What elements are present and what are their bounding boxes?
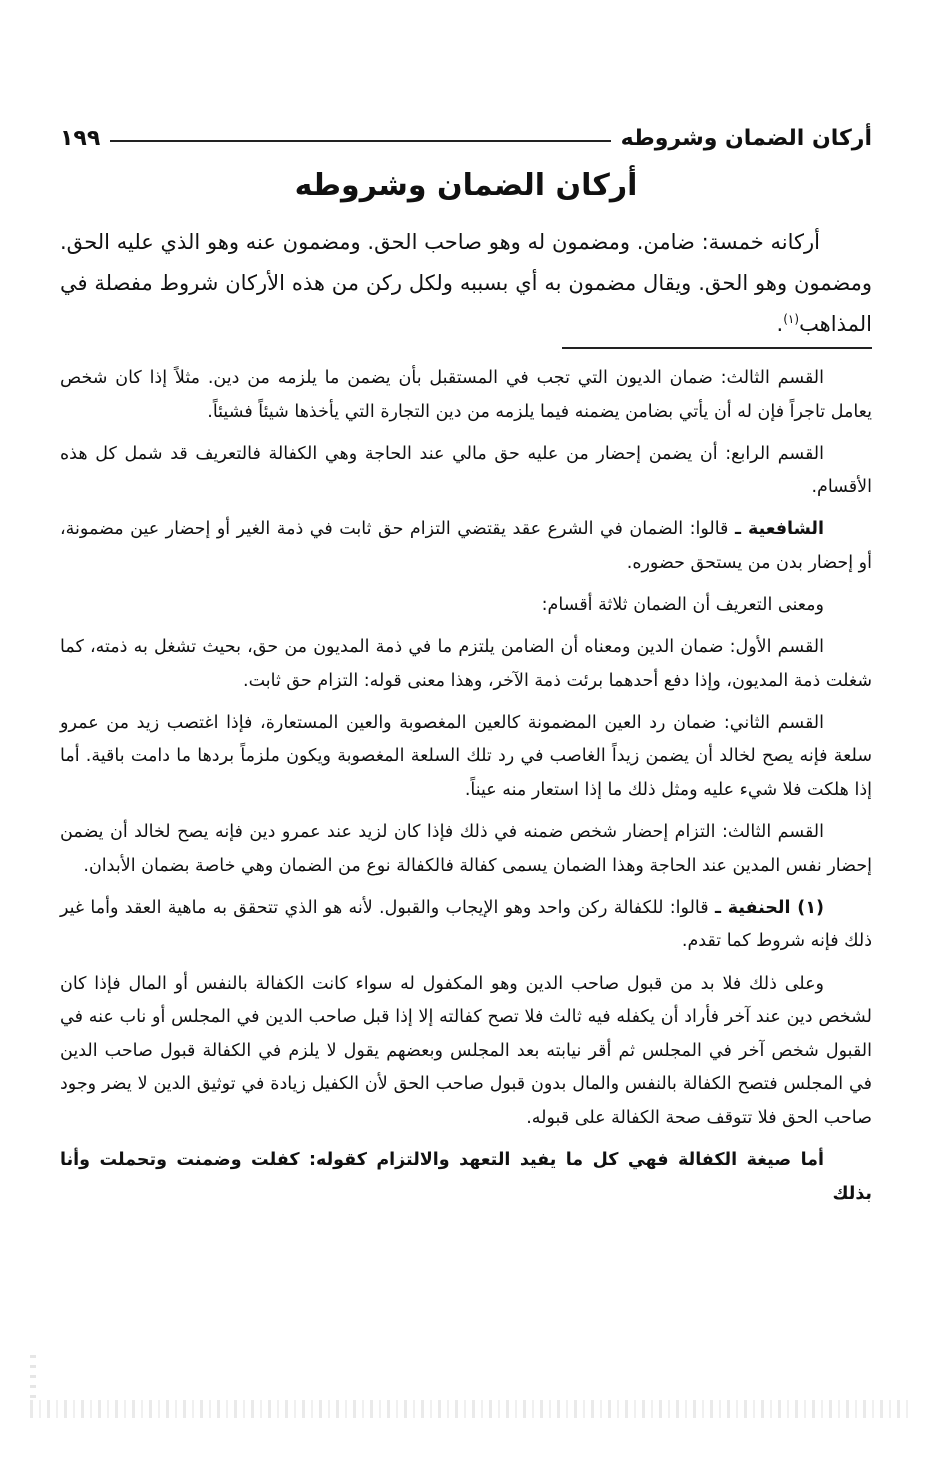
intro-text: أركانه خمسة: ضامن. ومضمون له وهو صاحب الحق. ومضمون عنه وهو الذي عليه الحق. ومضمون وهو الحق. ويقال مضمون به أي بسببه ولكل ركن من هذه الأركان شروط مفصلة في المذاهب <box>60 230 872 336</box>
footnote-paragraph: القسم الثاني: ضمان رد العين المضمونة كالعين المغصوبة والعين المستعارة، فإذا اغتصب زيد من عمرو سلعة فإنه يصح لخالد أن يضمن زيداً الغاصب في رد تلك السلعة المغصوبة ويكون ملزماً بردها ما دامت باقية. أما إذا هلكت فلا شيء عليه ومثل ذلك ما إذا استعار منه عيناً. <box>60 712 872 801</box>
footnote-divider <box>562 347 872 349</box>
footnote-paragraph: القسم الأول: ضمان الدين ومعناه أن الضامن يلتزم ما في ذمة المديون من حق، بحيث تشغل به ذمته، كما شغلت ذمة المديون، وإذا دفع أحدهما برئت ذمة الآخر، وهذا معنى قوله: التزام حق ثابت. <box>60 637 872 691</box>
running-header <box>60 118 872 158</box>
footnote-paragraph: (١) الحنفية ـ قالوا: للكفالة ركن واحد وهو الإيجاب والقبول. لأنه هو الذي تتحقق به ماهية العقد وأما غير ذلك فإنه شروط كما تقدم. <box>60 897 872 952</box>
section-title: أركان الضمان وشروطه <box>294 168 638 203</box>
footnote-paragraph: وعلى ذلك فلا بد من قبول صاحب الدين وهو المكفول له سواء كانت الكفالة بالنفس أو المال فإذا كان لشخص دين عند آخر فأراد أن يكفله فيه ثالث فلا تصح كفالته إلا إذا قبل صاحب الدين في المجلس أو ناب عنه في القبول شخص آخر في المجلس ثم أقر نيابته بعد المجلس وبعضهم يقول لا يلزم في الكفالة قبول صاحب الدين في المجلس فتصح الكفالة بالنفس والمال بدون قبول صاحب الحق لأن الكفيل زيادة في توثيق الدين لا يضر وجود صاحب الحق فلا تتوقف صحة الكفالة على قبوله. <box>60 973 872 1128</box>
scan-artifact <box>30 1400 910 1418</box>
footnote-paragraph: ومعنى التعريف أن الضمان ثلاثة أقسام: <box>541 595 824 616</box>
intro-end: . <box>776 312 784 336</box>
footnotes <box>60 362 872 1220</box>
footnote-paragraph: القسم الرابع: أن يضمن إحضار من عليه حق مالي عند الحاجة وهي الكفالة فالتعريف قد شمل كل هذه الأقسام. <box>60 443 872 498</box>
footnote-paragraph: أما صيغة الكفالة فهي كل ما يفيد التعهد والالتزام كقوله: كفلت وضمنت وتحملت وأنا بذلك <box>60 1149 872 1204</box>
footnote-paragraph: الشافعية ـ قالوا: الضمان في الشرع عقد يقتضي التزام حق ثابت في ذمة الغير أو إحضار عين مضمونة، أو إحضار بدن من يستحق حضوره. <box>60 519 872 573</box>
footnote-paragraph: القسم الثالث: ضمان الديون التي تجب في المستقبل بأن يضمن ما يلزمه من دين. مثلاً إذا كان شخص يعامل تاجراً فإن له أن يأتي بضامن يضمنه فيما يلزمه من دين التجارة التي يأخذها شيئاً فشيئاً. <box>60 368 872 422</box>
header-rule <box>110 140 610 142</box>
page-number: ١٩٩ <box>60 125 101 151</box>
running-title: أركان الضمان وشروطه <box>620 125 872 151</box>
footnote-paragraph: القسم الثالث: التزام إحضار شخص ضمنه في ذلك فإذا كان لزيد عند عمرو دين فإنه يصح لخالد أن يضمن إحضار نفس المدين عند الحاجة وهذا الضمان يسمى كفالة فالكفالة نوع من الضمان وهي خاصة بضمان الأبدان. <box>60 822 872 876</box>
footnote-reference: (١) <box>783 312 800 326</box>
intro-paragraph <box>60 222 872 345</box>
scan-artifact <box>30 1355 36 1405</box>
